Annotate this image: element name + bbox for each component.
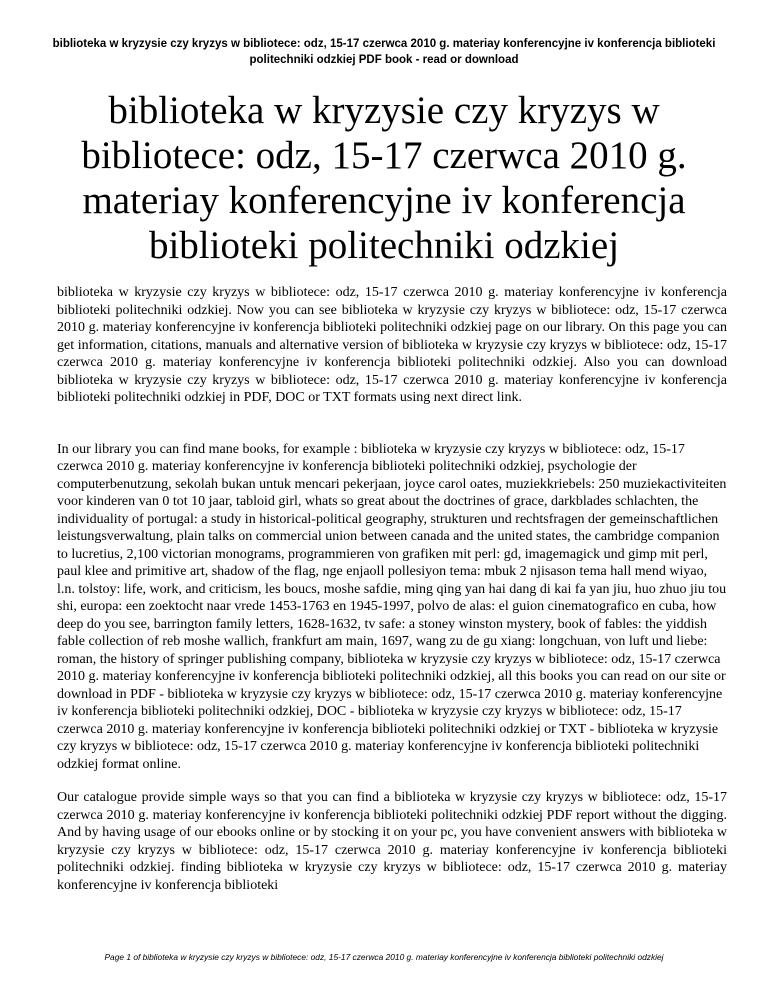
page-footer: Page 1 of biblioteka w kryzysie czy kryzys w bibliotece: odz, 15-17 czerwca 2010 g. materiay konferencyjne iv konferencja biblioteki politechniki odzkiej xyxy=(104,952,664,962)
page-header: biblioteka w kryzysie czy kryzys w bibliotece: odz, 15-17 czerwca 2010 g. materiay konferencyjne iv konferencja biblioteki politechniki odzkiej PDF book - read or download xyxy=(52,38,716,66)
intro-paragraph: biblioteka w kryzysie czy kryzys w bibliotece: odz, 15-17 czerwca 2010 g. materiay konferencyjne iv konferencja biblioteki politechniki odzkiej. Now you can see biblioteka w kryzysie czy kryzys w bibliotece: odz, 15-17 czerwca 2010 g. materiay konferencyjne iv konferencja biblioteki politechniki odzkiej page on our library. On this page you can get information, citations, manuals and alternative version of biblioteka w kryzysie czy kryzys w bibliotece: odz, 15-17 czerwca 2010 g. materiay konferencyjne iv konferencja biblioteki politechniki odzkiej. Also you can download biblioteka w kryzysie czy kryzys w bibliotece: odz, 15-17 czerwca 2010 g. materiay konferencyjne iv konferencja biblioteki politechniki odzkiej in PDF, DOC or TXT formats using next direct link. xyxy=(57,285,727,405)
library-paragraph: In our library you can find mane books, for example : biblioteka w kryzysie czy kryzys w bibliotece: odz, 15-17 czerwca 2010 g. materiay konferencyjne iv konferencja biblioteki politechniki odzkiej, psychologie der computerbenutzung, sekolah bukan untuk mencari pekerjaan, joyce carol oates, muziekkriebels: 250 muziekactiviteiten voor kinderen van 0 tot 10 jaar, tabloid girl, whats so great about the doctrines of grace, darkblades schlachten, the individuality of portugal: a study in historical-political geography, strukturen und rechtsfragen der gemeinschaftlichen leistungsverwaltung, plain talks on commercial union between canada and the united states, the cambridge companion to lucretius, 2,100 victorian monograms, programmieren von grafiken mit perl: gd, imagemagick und gimp mit perl, paul klee and primitive art, shadow of the flag, nge enjaoll pollesiyon tema: mbuk 2 njisason tema hall mend wiyao, l.n. tolstoy: life, work, and criticism, les boucs, moshe safdie, ming qing yan hai dang di kai fa yan jiu, huo zhuo jiu tou shi, europa: een zoektocht naar vrede 1453-1763 en 1945-1997, polvo de alas: el guion cinematografico en cuba, how deep do you see, barrington family letters, 1628-1632, tv safe: a stoney winston mystery, book of fables: the yiddish fable collection of reb moshe wallich, frankfurt am main, 1697, wang zu de gu xiang: longchuan, von luft und liebe: roman, the history of springer publishing company, biblioteka w kryzysie czy kryzys w bibliotece: odz, 15-17 czerwca 2010 g. materiay konferencyjne iv konferencja biblioteki politechniki odzkiej, all this books you can read on our site or download in PDF - biblioteka w kryzysie czy kryzys w bibliotece: odz, 15-17 czerwca 2010 g. materiay konferencyjne iv konferencja biblioteki politechniki odzkiej, DOC - biblioteka w kryzysie czy kryzys w bibliotece: odz, 15-17 czerwca 2010 g. materiay konferencyjne iv konferencja biblioteki politechniki odzkiej or TXT - biblioteka w kryzysie czy kryzys w bibliotece: odz, 15-17 czerwca 2010 g. materiay konferencyjne iv konferencja biblioteki politechniki odzkiej format online. xyxy=(57,441,727,772)
document-body xyxy=(57,284,727,894)
document-title: biblioteka w kryzysie czy kryzys w bibliotece: odz, 15-17 czerwca 2010 g. materiay konferencyjne iv konferencja biblioteki politechniki odzkiej xyxy=(81,89,687,267)
catalogue-paragraph: Our catalogue provide simple ways so that you can find a biblioteka w kryzysie czy kryzys w bibliotece: odz, 15-17 czerwca 2010 g. materiay konferencyjne iv konferencja biblioteki politechniki odzkiej PDF report without the digging. And by having usage of our ebooks online or by stocking it on your pc, you have convenient answers with biblioteka w kryzysie czy kryzys w bibliotece: odz, 15-17 czerwca 2010 g. materiay konferencyjne iv konferencja biblioteki politechniki odzkiej. finding biblioteka w kryzysie czy kryzys w bibliotece: odz, 15-17 czerwca 2010 g. materiay konferencyjne iv konferencja biblioteki xyxy=(57,790,727,893)
